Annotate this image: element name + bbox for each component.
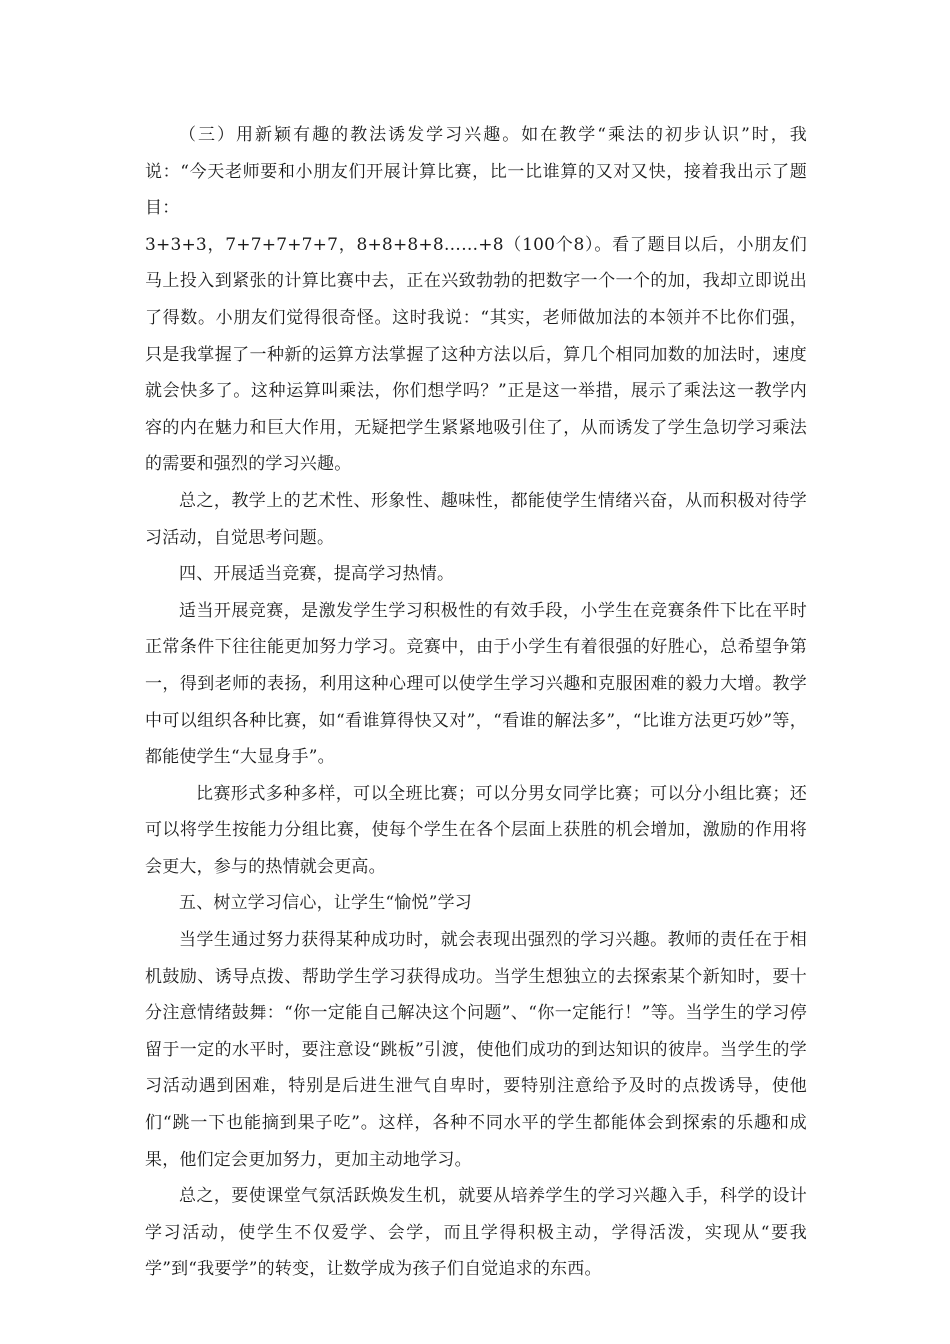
- paragraph-confidence: 当学生通过努力获得某种成功时，就会表现出强烈的学习兴趣。教师的责任在于相机鼓励、诱导点拨、帮助学生学习获得成功。当学生想独立的去探索某个新知时，要十分注意情绪鼓舞：“你一定能自己解决这个问题”、“你一定能行！”等。当学生的学习停留于一定的水平时，要注意设“跳板”引渡，使他们成功的到达知识的彼岸。当学生的学习活动遇到困难，特别是后进生泄气自卑时，要特别注意给予及时的点拨诱导，使他们“跳一下也能摘到果子吃”。这样，各种不同水平的学生都能体会到探索的乐趣和成果，他们定会更加努力，更加主动地学习。: [145, 930, 807, 1170]
- paragraph-summary-art: 总之，教学上的艺术性、形象性、趣味性，都能使学生情绪兴奋，从而积极对待学习活动，自觉思考问题。: [145, 490, 807, 548]
- heading-section-five: 五、树立学习信心，让学生“愉悦”学习: [179, 893, 472, 914]
- document-body: [145, 117, 807, 1288]
- paragraph-competition: 适当开展竞赛，是激发学生学习积极性的有效手段，小学生在竞赛条件下比在平时正常条件下往往能更加努力学习。竞赛中，由于小学生有着很强的好胜心，总希望争第一，得到老师的表扬，利用这种心理可以使学生学习兴趣和克服困难的毅力大增。教学中可以组织各种比赛，如“看谁算得快又对”，“看谁的解法多”，“比谁方法更巧妙”等，都能使学生“大显身手”。: [145, 600, 807, 768]
- paragraph-conclusion: 总之，要使课堂气氛活跃焕发生机，就要从培养学生的学习兴趣入手，科学的设计学习活动，使学生不仅爱学、会学，而且学得积极主动，学得活泼，实现从“要我学”到“我要学”的转变，让数学成为孩子们自觉追求的东西。: [145, 1186, 807, 1280]
- paragraph-multiplication-story: 3+3+3，7+7+7+7+7，8+8+8+8……+8（100个8）。看了题目以后，小朋友们马上投入到紧张的计算比赛中去，正在兴致勃勃的把数字一个一个的加，我却立即说出了得数。小朋友们觉得很奇怪。这时我说：“其实，老师做加法的本领并不比你们强，只是我掌握了一种新的运算方法掌握了这种方法以后，算几个相同加数的加法时，速度就会快多了。这种运算叫乘法，你们想学吗？”正是这一举措，展示了乘法这一教学内容的内在魅力和巨大作用，无疑把学生紧紧地吸引住了，从而诱发了学生急切学习乘法的需要和强烈的学习兴趣。: [145, 234, 807, 475]
- heading-section-four: 四、开展适当竞赛，提高学习热情。: [179, 564, 455, 585]
- paragraph-multiplication-intro: （三）用新颖有趣的教法诱发学习兴趣。如在教学“乘法的初步认识”时，我说：“今天老师要和小朋友们开展计算比赛，比一比谁算的又对又快，接着我出示了题目：: [145, 125, 807, 219]
- paragraph-competition-forms: 比赛形式多种多样，可以全班比赛；可以分男女同学比赛；可以分小组比赛；还可以将学生按能力分组比赛，使每个学生在各个层面上获胜的机会增加，激励的作用将会更大，参与的热情就会更高。: [145, 783, 807, 877]
